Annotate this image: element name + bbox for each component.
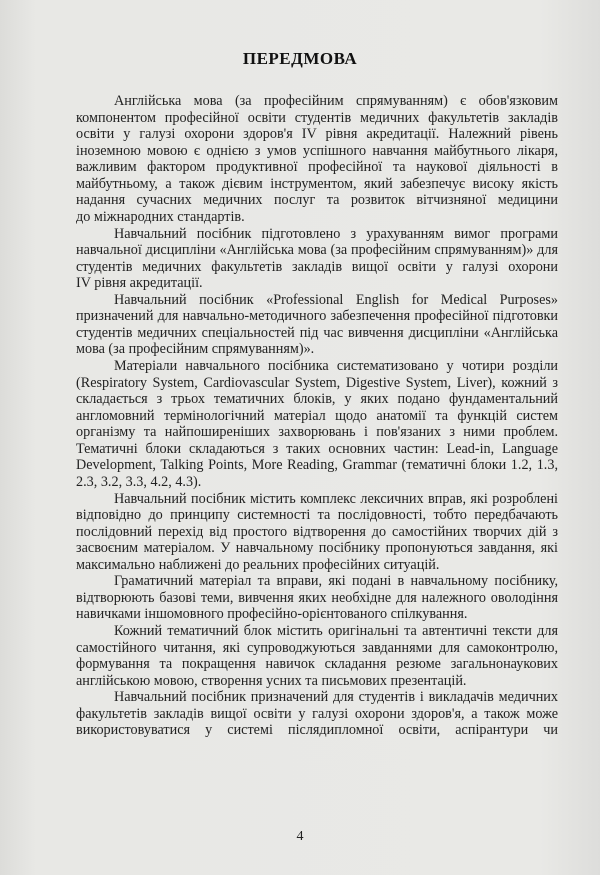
text-line: формування та покращення навичок складання резюме загальнонаукових bbox=[76, 656, 558, 673]
text-line: навчальної дисципліни «Англійська мова (за професійним спрямуванням)» для bbox=[76, 242, 558, 259]
text-line: факультетів закладів вищої освіти у галузі охорони здоров'я, а також може bbox=[76, 705, 558, 722]
page-number: 4 bbox=[296, 829, 304, 844]
text-line: IV рівня акредитації. bbox=[76, 275, 203, 292]
text-line: Матеріали навчального посібника систематизовано у чотири розділи bbox=[114, 358, 558, 374]
text-line: Development, Talking Points, More Reading, Grammar (тематичні блоки 1.2, 1.3, bbox=[76, 457, 558, 474]
paragraph bbox=[76, 358, 558, 491]
text-line: студентів медичних факультетів закладів вищої освіти у галузі охорони bbox=[76, 258, 558, 275]
text-line: самостійного читання, які супроводжуються завданнями для самоконтролю, bbox=[76, 639, 558, 656]
text-line: студентів медичних спеціальностей під час вивчення дисципліни «Англійська bbox=[76, 324, 558, 341]
text-line: Навчальний посібник містить комплекс лексичних вправ, які розроблені bbox=[114, 490, 558, 507]
text-line: (Respiratory System, Cardiovascular System, Digestive System, Liver), кожний з bbox=[76, 374, 558, 391]
text-line: організму та найпоширеніших захворювань і пов'язаних з ними проблем. bbox=[76, 424, 558, 441]
text-line: 2.3, 3.2, 3.3, 4.2, 4.3). bbox=[76, 473, 202, 490]
text-line: Навчальний посібник підготовлено з урахуванням вимог програми bbox=[114, 225, 558, 242]
text-line: до міжнародних стандартів. bbox=[76, 208, 245, 225]
text-line: Граматичний матеріал та вправи, які подані в навчальному посібнику, bbox=[114, 573, 558, 590]
text-line: використовуватися у системі післядипломної освіти, аспірантури чи bbox=[76, 722, 558, 739]
paragraph bbox=[76, 689, 558, 739]
paragraph bbox=[76, 93, 558, 226]
text-line: навичками іншомовного професійно-орієнтованого спілкування. bbox=[76, 606, 468, 623]
text-line: послідовний перехід від простого відтворення до самостійних творчих дій з bbox=[76, 523, 558, 540]
preface-body bbox=[76, 93, 558, 739]
text-line: Тематичні блоки складаються з таких основних частин: Lead-in, Language bbox=[76, 440, 558, 457]
text-line: надання сучасних медичних послуг та розвиток вітчизняної медицини bbox=[76, 192, 558, 209]
text-line: мова (за професійним спрямуванням)». bbox=[76, 341, 315, 358]
text-line: максимально наближені до реальних професійних ситуацій. bbox=[76, 556, 440, 573]
text-line: відтворюють базові теми, вивчення яких необхідне для належного оволодіння bbox=[76, 589, 558, 606]
text-line: Кожний тематичний блок містить оригінальні та автентичні тексти для bbox=[114, 623, 558, 639]
paragraph bbox=[76, 573, 558, 623]
paragraph bbox=[76, 491, 558, 574]
text-line: Англійська мова (за професійним спрямуванням) є обов'язковим bbox=[114, 93, 558, 109]
text-line: компонентом професійної освіти студентів медичних факультетів закладів bbox=[76, 109, 558, 126]
text-line: іноземною мовою є однією з умов успішного навчання майбутнього лікаря, bbox=[76, 142, 558, 159]
text-line: освіти у галузі охорони здоров'я IV рівня акредитації. Належний рівень bbox=[76, 126, 558, 143]
text-line: англомовний термінологічний матеріал щодо анатомії та функцій систем bbox=[76, 407, 558, 424]
text-line: засвоєним матеріалом. У навчальному посібнику пропонуються завдання, які bbox=[76, 540, 558, 557]
text-line: призначений для навчально-методичного забезпечення професійної підготовки bbox=[76, 308, 558, 325]
text-line: англійською мовою, створення усних та письмових презентацій. bbox=[76, 672, 467, 689]
text-line: майбутньому, а також дієвим інструментом, який забезпечує високу якість bbox=[76, 175, 558, 192]
text-line: складається з трьох тематичних блоків, у яких подано фундаментальний bbox=[76, 391, 558, 408]
text-line: відповідно до принципу системності та послідовності, тобто передбачають bbox=[76, 507, 558, 524]
paragraph bbox=[76, 292, 558, 358]
text-line: важливим фактором продуктивної професійної та наукової діяльності в bbox=[76, 159, 558, 176]
paragraph bbox=[76, 226, 558, 292]
text-line: Навчальний посібник «Professional English for Medical Purposes» bbox=[114, 291, 558, 308]
text-line: Навчальний посібник призначений для студентів і викладачів медичних bbox=[114, 689, 558, 706]
paragraph bbox=[76, 623, 558, 689]
page-title: ПЕРЕДМОВА bbox=[242, 49, 358, 68]
